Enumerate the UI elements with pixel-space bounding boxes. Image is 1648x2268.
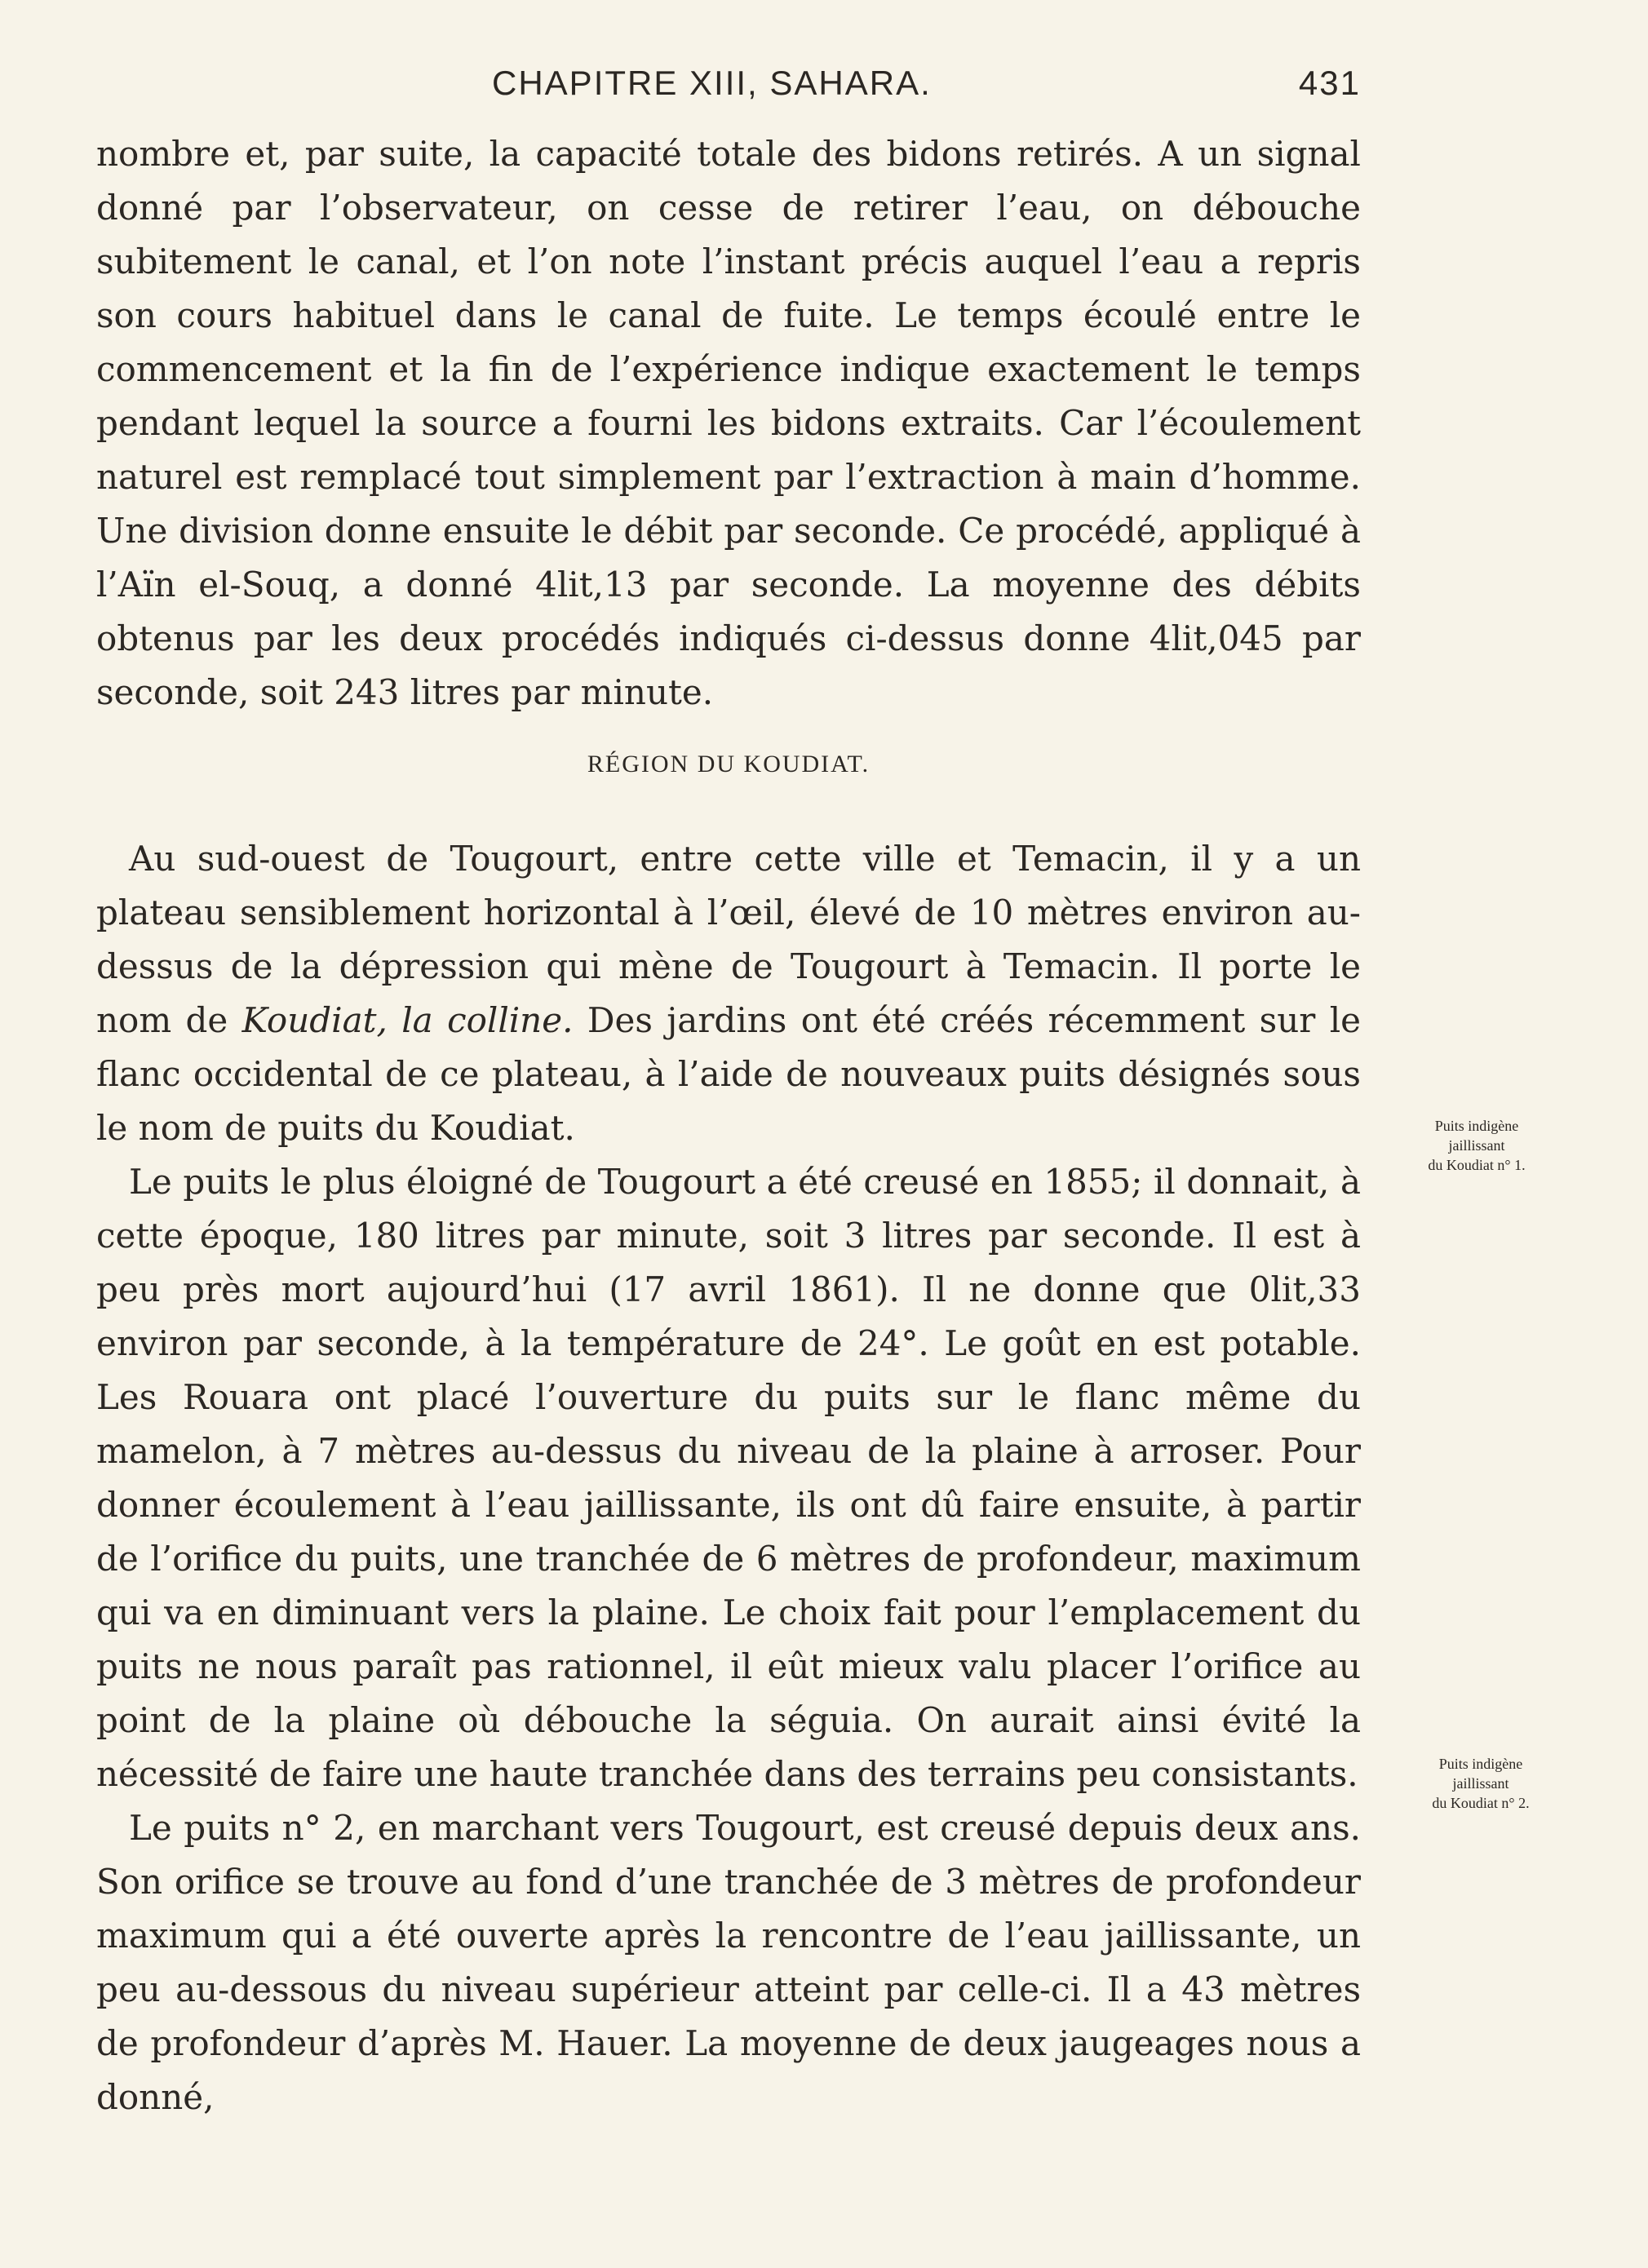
margin-note-1 (1387, 1116, 1566, 1175)
margin-note-2-line-2: jaillissant (1452, 1775, 1509, 1792)
paragraph-2-italic: Koudiat, la colline. (241, 1000, 574, 1040)
paragraph-3: Le puits le plus éloigné de Tougourt a été creusé en 1855; il donnait, à cette époque, 180 litres par minute, soit 3 litres par seconde. Il est à peu près mort aujourd’hui (17 avril 1861). Il ne donne que 0lit,33 environ par seconde, à la température de 24°. Le goût en est potable. Les Rouara ont placé l’ouverture du puits sur le flanc même du mamelon, à 7 mètres au-dessus du niveau de la plaine à arroser. Pour donner écoulement à l’eau jaillissante, ils ont dû faire ensuite, à partir de l’orifice du puits, une tranchée de 6 mètres de profondeur, maximum qui va en diminuant vers la plaine. Le choix fait pour l’emplacement du puits ne nous paraît pas rationnel, il eût mieux valu placer l’orifice au point de la plaine où débouche la séguia. On aurait ainsi évité la nécessité de faire une haute tranchée dans des terrains peu consistants. (96, 1162, 1361, 1794)
paragraph-4: Le puits n° 2, en marchant vers Tougourt, est creusé depuis deux ans. Son orifice se trouve au fond d’une tranchée de 3 mètres de profondeur maximum qui a été ouverte après la rencontre de l’eau jaillissante, un peu au-dessous du niveau supérieur atteint par celle-ci. Il a 43 mètres de profondeur d’après M. Hauer. La moyenne de deux jaugeages nous a donné, (96, 1808, 1361, 2117)
paragraph-2-start: Au sud-ouest de Tougourt, entre cette ville et Temacin, il y a un plateau sensiblement horizontal à l’œil, élevé de 10 mètres environ au-dessus de la dépression qui mène de Tougourt à Temacin. Il porte le nom de (96, 839, 1361, 1040)
page-number: 431 (1298, 64, 1361, 102)
main-text (96, 832, 1361, 2124)
margin-note-1-line-2: jaillissant (1448, 1137, 1505, 1154)
margin-note-2 (1391, 1754, 1570, 1813)
paragraph-2-end: Des jardins ont été créés récemment sur le flanc occidental de ce plateau, à l’aide de nouveaux puits désignés sous le nom de puits du Koudiat. (96, 1000, 1361, 1148)
section-title: RÉGION DU KOUDIAT. (587, 751, 871, 777)
paragraph-1 (96, 127, 1361, 720)
margin-note-2-line-3: du Koudiat n° 2. (1432, 1795, 1530, 1811)
margin-note-2-line-1: Puits indigène (1438, 1756, 1523, 1772)
margin-note-1-line-1: Puits indigène (1434, 1118, 1519, 1134)
page-header (96, 64, 1361, 113)
chapter-title: CHAPITRE XIII, SAHARA. (492, 64, 932, 102)
margin-note-1-line-3: du Koudiat n° 1. (1428, 1157, 1526, 1173)
paragraph-1-text: nombre et, par suite, la capacité totale des bidons retirés. A un signal donné par l’observateur, on cesse de retirer l’eau, on débouche subitement le canal, et l’on note l’instant précis auquel l’eau a repris son cours habituel dans le canal de fuite. Le temps écoulé entre le commencement et la fin de l’expérience indique exactement le temps pendant lequel la source a fourni les bidons extraits. Car l’écoulement naturel est remplacé tout simplement par l’extraction à main d’homme. Une division donne ensuite le débit par seconde. Ce procédé, appliqué à l’Aïn el-Souq, a donné 4lit,13 par seconde. La moyenne des débits obtenus par les deux procédés indiqués ci-dessus donne 4lit,045 par seconde, soit 243 litres par minute. (96, 134, 1361, 712)
paragraph-2 (96, 832, 1361, 1155)
